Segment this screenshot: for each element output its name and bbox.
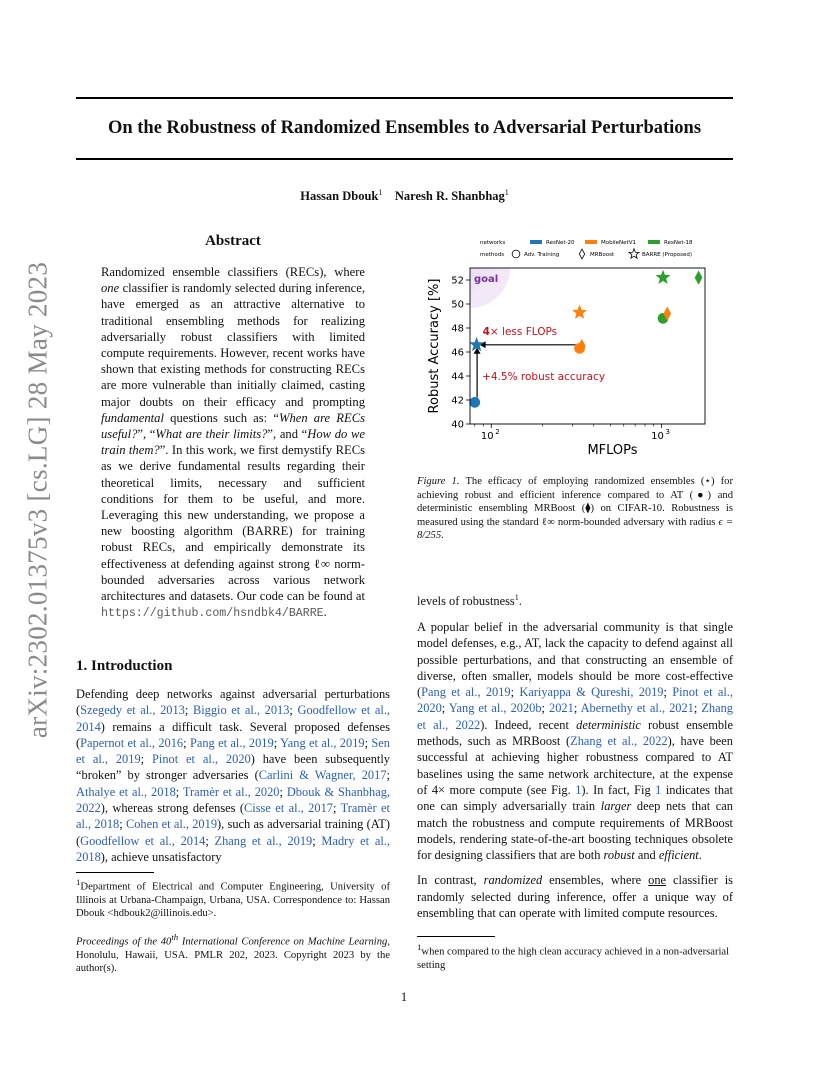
figure-caption: Figure 1. The efficacy of employing randomized ensembles (⋆) for achieving robust and efficient inference compared to AT (●) and deterministic ensembling MRBoost (⧫) on CIFAR-10. Robustness is measured using the standard ℓ∞ norm-bounded adversary with radius ϵ = 8/255. bbox=[417, 476, 733, 542]
y-tick-label: 44 bbox=[451, 371, 464, 383]
footnote-affiliation: $^1$Department of Electrical and Computer Engineering, University of Illinois at Urbana-Champaign, Urbana, USA. Correspondence to: Hassan Dbouk <hdbouk2@illinois.edu>. bbox=[76, 877, 390, 919]
footnote-robustness: $^1$when compared to the high clean accuracy achieved in a non-adversarial setting bbox=[417, 942, 730, 971]
abstract-body: Randomized ensemble classifiers (RECs), where one classifier is randomly selected during inference, have emerged as an attractive alternative to traditional ensembling methods for realizing adversarially robust classifiers with limited compute requirements. However, recent works have shown that existing methods for constructing RECs are more vulnerable than initially claimed, casting major doubts on their efficacy and prompting fundamental questions such as: “When are RECs useful?”, “What are their limits?”, and “How do we train them?”. In this work, we first demystify RECs as we derive fundamental results regarding their theoretical limits, necessary and sufficient conditions for them to be useful, and more. Leveraging this new understanding, we propose a new boosting algorithm (BARRE) for training robust RECs, and empirically demonstrate its effectiveness at defending against strong ℓ∞ norm-bounded adversaries across various network architectures and datasets. Our code can be found at https://github.com/hsndbk4/BARRE. bbox=[101, 265, 365, 621]
legend-methods-label: methods bbox=[480, 252, 505, 258]
plot-frame bbox=[470, 268, 705, 424]
citation-link[interactable]: Abernethy et al., 2021 bbox=[580, 701, 694, 716]
code-link[interactable]: https://github.com/hsndbk4/BARRE bbox=[101, 607, 324, 621]
y-tick-label: 52 bbox=[451, 275, 464, 287]
citation-link[interactable]: Dbouk & Shanbhag, 2022 bbox=[76, 784, 390, 816]
proceedings-note: Proceedings of the 40th International Conference on Machine Learning, Honolulu, Hawaii, USA. PMLR 202, 2023. Copyright 2023 by the author(s). bbox=[76, 932, 390, 974]
citation-link[interactable]: Papernot et al., 2016 bbox=[80, 735, 184, 750]
legend-network-swatch bbox=[648, 240, 660, 244]
right-column-body bbox=[417, 619, 733, 921]
section-heading-introduction: 1. Introduction bbox=[76, 658, 173, 674]
citation-link[interactable]: Carlini & Wagner, 2017 bbox=[258, 768, 387, 783]
arxiv-stamp: arXiv:2302.01375v3 [cs.LG] 28 May 2023 bbox=[22, 261, 53, 739]
legend-network-swatch bbox=[585, 240, 597, 244]
citation-link[interactable]: Pang et al., 2019 bbox=[421, 685, 511, 700]
citation-link[interactable]: Goodfellow et al., 2014 bbox=[76, 703, 391, 734]
author-name: Hassan Dbouk bbox=[300, 189, 379, 204]
data-point-star bbox=[470, 338, 483, 350]
abstract-heading: Abstract bbox=[205, 233, 261, 249]
citation-link[interactable]: Tramèr et al., 2018 bbox=[76, 801, 390, 832]
accuracy-annotation: +4.5% robust accuracy bbox=[482, 371, 606, 383]
author-affil-sup: 1 bbox=[504, 188, 509, 197]
y-tick-label: 40 bbox=[451, 419, 464, 431]
citation-link[interactable]: Zhang et al., 2019 bbox=[214, 833, 313, 848]
citation-link[interactable]: 2021 bbox=[549, 701, 574, 716]
author-affil-sup: 1 bbox=[378, 188, 383, 197]
title-bottom-rule bbox=[76, 158, 733, 160]
legend-method-label: BARRE (Proposed) bbox=[642, 252, 693, 258]
figure-1-chart bbox=[420, 232, 710, 462]
y-tick-label: 50 bbox=[451, 299, 464, 311]
y-tick-label: 48 bbox=[451, 323, 464, 335]
intro-paragraph: Defending deep networks against adversarial perturbations (Szegedy et al., 2013; Biggio et al., 2013; Goodfellow et al., 2014) remains a difficult task. Several proposed defenses (Papernot et al., 2016; Pang et al., 2019; Yang et al., 2019; Sen et al., 2019; Pinot et al., 2020) have been subsequently “broken” by stronger adversaries (Carlini & Wagner, 2017; Athalye et al., 2018; Tramèr et al., 2020; Dbouk & Shanbhag, 2022), whereas strong defenses (Cisse et al., 2017; Tramèr et al., 2018; Cohen et al., 2019), such as adversarial training (AT) (Goodfellow et al., 2014; Zhang et al., 2019; Madry et al., 2018), achieve unsatisfactory bbox=[76, 687, 391, 864]
data-point-circle bbox=[470, 397, 480, 407]
citation-link[interactable]: Biggio et al., 2013 bbox=[192, 703, 290, 718]
citation-link[interactable]: Pinot et al., 2020 bbox=[152, 752, 251, 767]
figure-ref-link[interactable]: 1 bbox=[575, 782, 582, 797]
legend-network-label: MobileNetV1 bbox=[601, 240, 636, 246]
paper-title: On the Robustness of Randomized Ensembles to Adversarial Perturbations bbox=[107, 118, 702, 138]
x-tick-label: 10 bbox=[651, 431, 664, 442]
citation-link[interactable]: Cohen et al., 2019 bbox=[125, 817, 218, 832]
x-tick-exponent: 2 bbox=[495, 428, 500, 436]
paragraph-continuation: levels of robustness$^1$. bbox=[417, 593, 522, 609]
chart-marks bbox=[470, 271, 702, 408]
y-tick-label: 42 bbox=[451, 395, 464, 407]
citation-link[interactable]: Kariyappa & Qureshi, 2019 bbox=[519, 685, 664, 700]
paragraph: In contrast, randomized ensembles, where one classifier is randomly selected during inference, offer a unique way of ensembling that can operate with limited compute resources. bbox=[417, 873, 733, 921]
data-point-star bbox=[657, 271, 670, 283]
chart-legend bbox=[480, 240, 693, 259]
legend-method-marker bbox=[629, 249, 639, 259]
footnote-rule bbox=[417, 936, 495, 937]
citation-link[interactable]: Goodfellow et al., 2014 bbox=[80, 833, 206, 848]
citation-link[interactable]: Zhang et al., 2022 bbox=[570, 734, 668, 749]
flops-annotation: 4× less FLOPs bbox=[482, 325, 558, 338]
data-point-diamond bbox=[695, 271, 702, 284]
y-axis-label: Robust Accuracy [%] bbox=[427, 278, 442, 414]
goal-label: goal bbox=[474, 274, 499, 285]
footnote-rule bbox=[76, 872, 154, 873]
citation-link[interactable]: Yang et al., 2019 bbox=[280, 735, 365, 750]
citation-link[interactable]: Tramèr et al., 2020 bbox=[182, 784, 280, 799]
title-top-rule bbox=[76, 97, 733, 99]
legend-method-marker bbox=[512, 250, 520, 258]
author-name: Naresh R. Shanbhag bbox=[394, 189, 505, 204]
legend-method-label: Adv. Training bbox=[524, 252, 560, 258]
citation-link[interactable]: Pang et al., 2019 bbox=[189, 735, 274, 750]
citation-link[interactable]: Athalye et al., 2018 bbox=[76, 784, 176, 799]
citation-link[interactable]: Yang et al., 2020b bbox=[448, 701, 542, 716]
legend-method-label: MRBoost bbox=[590, 252, 615, 258]
legend-network-swatch bbox=[530, 240, 542, 244]
citation-link[interactable]: Cisse et al., 2017 bbox=[244, 801, 333, 816]
legend-method-marker bbox=[579, 249, 584, 259]
legend-network-label: ResNet-18 bbox=[664, 240, 693, 246]
legend-network-label: ResNet-20 bbox=[546, 240, 575, 246]
data-point-star bbox=[573, 306, 586, 318]
y-tick-label: 46 bbox=[451, 347, 464, 359]
citation-link[interactable]: Madry et al., 2018 bbox=[76, 833, 390, 864]
legend-networks-label: networks bbox=[480, 240, 506, 246]
figure-ref-link[interactable]: 1 bbox=[655, 782, 662, 797]
author-list bbox=[76, 188, 733, 204]
citation-link[interactable]: Sen et al., 2019 bbox=[76, 735, 390, 767]
x-tick-exponent: 3 bbox=[665, 428, 671, 436]
citation-link[interactable]: Zhang et al., 2022 bbox=[417, 701, 733, 732]
x-axis-label: MFLOPs bbox=[587, 443, 638, 458]
x-tick-label: 10 bbox=[480, 431, 494, 442]
chart-axes bbox=[427, 268, 705, 458]
paragraph: A popular belief in the adversarial community is that single model defenses, e.g., AT, lack the capacity to defend against all possible perturbations, and that constructing an ensemble of diverse, often smaller, models should be more cost-effective (Pang et al., 2019; Kariyappa & Qureshi, 2019; Pinot et al., 2020; Yang et al., 2020b; 2021; Abernethy et al., 2021; Zhang et al., 2022). Indeed, recent deterministic robust ensemble methods, such as MRBoost (Zhang et al., 2022), have been successful at achieving higher robustness compared to AT baselines using the same network architecture, at the expense of 4× more compute (see Fig. 1). In fact, Fig 1 indicates that one can simply adversarially train larger deep nets that can match the robustness and compute requirements of MRBoost models, rendering state-of-the-art boosting techniques obsolete for designing classifiers that are both robust and efficient. bbox=[417, 620, 734, 863]
citation-link[interactable]: Pinot et al., 2020 bbox=[417, 685, 734, 716]
citation-link[interactable]: Szegedy et al., 2013 bbox=[80, 703, 185, 718]
page-number: 1 bbox=[400, 990, 408, 1004]
